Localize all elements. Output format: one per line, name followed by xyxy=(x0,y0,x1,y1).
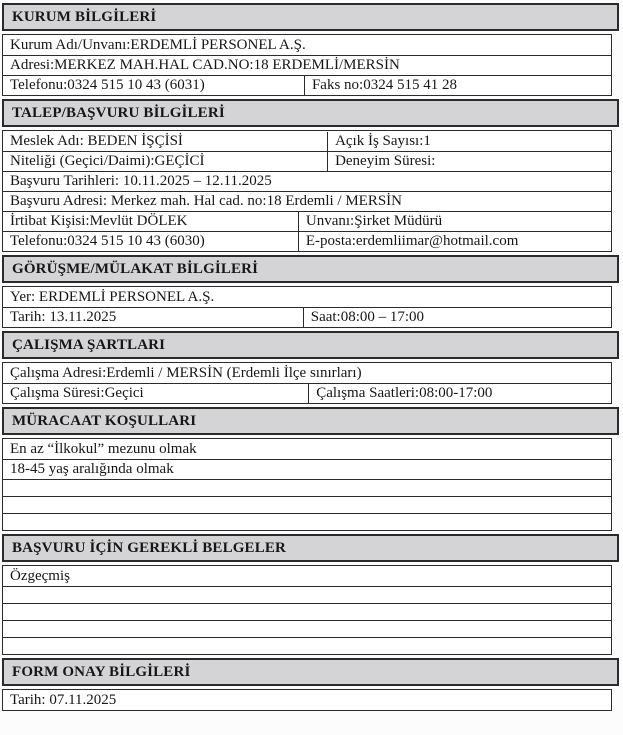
section-title: MÜRACAAT KOŞULLARI xyxy=(12,412,197,429)
section-header-form-onay-bilgileri xyxy=(2,658,619,686)
table-row xyxy=(3,383,611,403)
field-calisma-suresi: Çalışma Süresi:Geçici xyxy=(10,385,144,401)
section-title: TALEP/BAŞVURU BİLGİLERİ xyxy=(12,104,225,121)
field-irtibat-telefonu: Telefonu:0324 515 10 43 (6030) xyxy=(10,233,205,249)
empty-row xyxy=(3,496,611,513)
section-header-muracaat-kosullari xyxy=(2,407,619,435)
section-title: KURUM BİLGİLERİ xyxy=(12,8,157,25)
section-rows-talep xyxy=(2,130,612,252)
table-row xyxy=(3,439,611,459)
field-calisma-adresi: Çalışma Adresi:Erdemli / MERSİN (Erdemli İlçe sınırları) xyxy=(10,364,362,381)
empty-row xyxy=(3,513,611,530)
field-niteligi: Niteliği (Geçici/Daimi):GEÇİCİ xyxy=(10,153,205,169)
section-rows-kurum xyxy=(2,34,612,96)
table-row xyxy=(3,307,611,327)
field-mulakat-tarih: Tarih: 13.11.2025 xyxy=(10,309,117,325)
table-row xyxy=(3,231,611,251)
empty-row xyxy=(3,637,611,654)
section-title: BAŞVURU İÇİN GEREKLİ BELGELER xyxy=(12,539,286,556)
empty-row xyxy=(3,620,611,637)
section-rows-onay xyxy=(2,689,612,711)
field-yer: Yer: ERDEMLİ PERSONEL A.Ş. xyxy=(10,288,215,305)
section-rows-muracaat xyxy=(2,438,612,531)
field-acik-is-sayisi: Açık İş Sayısı:1 xyxy=(327,132,611,151)
field-basvuru-adresi: Başvuru Adresi: Merkez mah. Hal cad. no:18 Erdemli / MERSİN xyxy=(10,193,403,209)
field-basvuru-tarihleri: Başvuru Tarihleri: 10.11.2025 – 12.11.2025 xyxy=(10,173,272,189)
section-header-gorusme-mulakat-bilgileri xyxy=(2,255,619,283)
field-irtibat-kisisi: İrtibat Kişisi:Mevlüt DÖLEK xyxy=(10,213,188,229)
field-deneyim-suresi: Deneyim Süresi: xyxy=(327,152,611,171)
empty-cell xyxy=(3,645,611,648)
section-header-kurum-bilgileri xyxy=(2,3,619,31)
section-header-talep-basvuru-bilgileri xyxy=(2,99,619,127)
empty-cell xyxy=(3,487,611,490)
field-meslek-adi: Meslek Adı: BEDEN İŞÇİSİ xyxy=(10,132,183,149)
section-title: FORM ONAY BİLGİLERİ xyxy=(12,663,191,680)
table-row xyxy=(3,151,611,171)
requirement-item: En az “İlkokul” mezunu olmak xyxy=(10,440,197,457)
table-row xyxy=(3,131,611,151)
field-e-posta: E-posta:erdemliimar@hotmail.com xyxy=(298,232,611,251)
empty-cell xyxy=(3,594,611,597)
section-header-calisma-sartlari xyxy=(2,331,619,359)
field-onay-tarih: Tarih: 07.11.2025 xyxy=(10,691,117,708)
field-faks-no: Faks no:0324 515 41 28 xyxy=(304,76,611,95)
empty-cell xyxy=(3,628,611,631)
section-rows-calisma xyxy=(2,362,612,404)
table-row xyxy=(3,191,611,211)
empty-cell xyxy=(3,521,611,524)
field-calisma-saatleri: Çalışma Saatleri:08:00-17:00 xyxy=(308,384,611,403)
field-kurum-adi-unvani: Kurum Adı/Unvanı:ERDEMLİ PERSONEL A.Ş. xyxy=(10,36,306,53)
table-row xyxy=(3,566,611,586)
table-row xyxy=(3,211,611,231)
empty-row xyxy=(3,603,611,620)
table-row xyxy=(3,35,611,55)
field-unvani: Unvanı:Şirket Müdürü xyxy=(298,212,611,231)
empty-cell xyxy=(3,504,611,507)
table-row xyxy=(3,171,611,191)
field-adresi: Adresi:MERKEZ MAH.HAL CAD.NO:18 ERDEMLİ/MERSİN xyxy=(10,57,400,73)
section-title: ÇALIŞMA ŞARTLARI xyxy=(12,336,166,353)
section-rows-belgeler xyxy=(2,565,612,655)
field-telefonu: Telefonu:0324 515 10 43 (6031) xyxy=(10,77,205,93)
field-mulakat-saat: Saat:08:00 – 17:00 xyxy=(303,308,611,327)
section-title: GÖRÜŞME/MÜLAKAT BİLGİLERİ xyxy=(12,260,259,277)
table-row xyxy=(3,363,611,383)
table-row xyxy=(3,690,611,710)
table-row xyxy=(3,55,611,75)
document-item: Özgeçmiş xyxy=(10,567,70,584)
table-row xyxy=(3,287,611,307)
empty-row xyxy=(3,586,611,603)
section-header-basvuru-gerekli-belgeler xyxy=(2,534,619,562)
empty-cell xyxy=(3,611,611,614)
empty-row xyxy=(3,479,611,496)
requirement-item: 18-45 yaş aralığında olmak xyxy=(10,461,174,477)
table-row xyxy=(3,459,611,479)
section-rows-gorusme xyxy=(2,286,612,328)
table-row xyxy=(3,75,611,95)
